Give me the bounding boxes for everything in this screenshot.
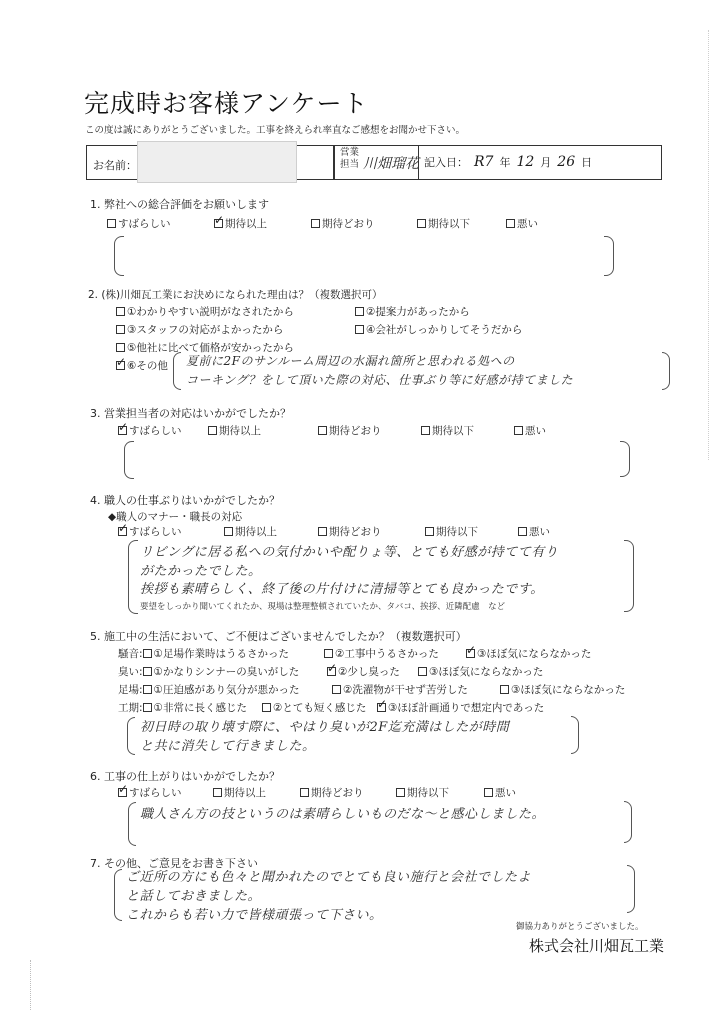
q6-option-above-expectation[interactable]: 期待以上 [213, 785, 266, 800]
checkbox-checked[interactable] [214, 219, 223, 228]
q5-smell-option-2[interactable]: ✓ ②少し臭った [327, 664, 400, 679]
year-unit: 年 [499, 156, 511, 169]
sales-rep-label: 営業担当 [340, 147, 360, 170]
q2-comment-line1: 夏前に2Fのサンルーム周辺の水漏れ箇所と思われる処への [186, 354, 515, 368]
checkbox[interactable] [506, 219, 515, 228]
q5-row-noise: 騒音: ①足場作業時はうるさかった [118, 648, 289, 660]
checkbox[interactable] [500, 685, 509, 694]
q4-option-excellent[interactable]: ✓すばらしい [118, 524, 182, 539]
q3-option-bad[interactable]: 悪い [514, 423, 546, 438]
checkbox-checked[interactable] [118, 426, 127, 435]
checkbox-checked[interactable] [377, 703, 386, 712]
page-title: 完成時お客様アンケート [84, 89, 369, 118]
q3-comment-bracket-right [620, 441, 630, 477]
q1-title: 1. 弊社への総合評価をお願いします [90, 198, 269, 211]
q1-comment-bracket-right [604, 236, 614, 276]
q3-comment-bracket-left [124, 441, 134, 479]
q5-comment-bracket-right [571, 716, 579, 754]
q3-title: 3. 営業担当者の対応はいかがでしたか？ [90, 407, 291, 420]
q4-title: 4. 職人の仕事ぶりはいかがでしたか？ [90, 494, 280, 507]
q2-option-4[interactable]: ④会社がしっかりしてそうだから [355, 322, 522, 337]
footer-thanks: 御協力ありがとうございました。 [516, 922, 644, 932]
q2-comment-bracket-left [173, 352, 181, 390]
checkbox[interactable] [143, 649, 152, 658]
checkbox[interactable] [484, 788, 493, 797]
entry-date-label: 記入日： [424, 156, 468, 169]
q3-option-below-expectation[interactable]: 期待以下 [421, 423, 474, 438]
day-unit: 日 [581, 156, 593, 169]
q5-scaffolding-option-3[interactable]: ③ほぼ気にならなかった [500, 682, 625, 697]
checkbox[interactable] [514, 426, 523, 435]
q5-comment-line2: と共に消失して行きました。 [140, 739, 316, 754]
q4-comment-bracket-right [624, 540, 634, 612]
q6-comment-bracket-left [128, 802, 136, 846]
q5-scaffolding-option-2[interactable]: ②洗濯物が干せず苦労した [332, 682, 468, 697]
q6-option-bad[interactable]: 悪い [484, 785, 516, 800]
q2-option-1[interactable]: ①わかりやすい説明がなされたから [116, 304, 294, 319]
entry-date-month: 12 [516, 154, 535, 170]
checkbox[interactable] [116, 325, 125, 334]
checkbox[interactable] [318, 426, 327, 435]
q4-option-above-expectation[interactable]: 期待以上 [224, 524, 277, 539]
checkbox[interactable] [425, 527, 434, 536]
q1-option-as-expected[interactable]: 期待どおり [311, 216, 375, 231]
checkbox-checked[interactable] [327, 667, 336, 676]
checkbox[interactable] [224, 527, 233, 536]
q6-title: 6. 工事の仕上がりはいかがでしたか？ [90, 770, 280, 783]
q5-duration-option-1[interactable]: ①非常に長く感じた [143, 702, 247, 714]
checkbox[interactable] [421, 426, 430, 435]
q5-duration-option-2[interactable]: ②とても短く感じた [262, 700, 366, 715]
q7-comment-line1: ご近所の方にも色々と聞かれたのでとても良い施行と会社でしたよ [126, 870, 532, 885]
q3-option-above-expectation[interactable]: 期待以上 [208, 423, 261, 438]
checkbox[interactable] [213, 788, 222, 797]
checkbox[interactable] [417, 219, 426, 228]
q1-option-bad[interactable]: 悪い [506, 216, 538, 231]
q6-option-excellent[interactable]: ✓すばらしい [118, 785, 182, 800]
q5-smell-option-3[interactable]: ③ほぼ気にならなかった [418, 664, 543, 679]
checkbox[interactable] [518, 527, 527, 536]
q4-option-as-expected[interactable]: 期待どおり [318, 524, 382, 539]
checkbox[interactable] [396, 788, 405, 797]
q5-noise-option-2[interactable]: ②工事中うるさかった [324, 646, 439, 661]
scan-edge-right [708, 30, 709, 460]
checkbox[interactable] [355, 307, 364, 316]
q7-comment-line3: これからも若い力で皆様頑張って下さい。 [126, 908, 383, 923]
q1-option-below-expectation[interactable]: 期待以下 [417, 216, 470, 231]
checkbox[interactable] [332, 685, 341, 694]
q4-option-below-expectation[interactable]: 期待以下 [425, 524, 478, 539]
q2-comment-bracket-right [662, 352, 670, 390]
q5-title: 5. 施工中の生活において、ご不便はございませんでしたか？（複数選択可） [90, 630, 467, 643]
checkbox-checked[interactable] [466, 649, 475, 658]
divider [418, 145, 419, 180]
q2-comment-line2: コーキング？をして頂いた際の対応、仕事ぶり等に好感が持てました [186, 373, 574, 387]
divider [333, 145, 335, 180]
redacted-customer-name [137, 141, 297, 183]
q7-comment-bracket-right [627, 865, 635, 913]
scan-edge-left [30, 960, 31, 1010]
q5-noise-option-1[interactable]: ①足場作業時はうるさかった [143, 648, 289, 660]
q3-option-as-expected[interactable]: 期待どおり [318, 423, 382, 438]
checkbox[interactable] [318, 527, 327, 536]
q1-option-excellent[interactable]: すばらしい [107, 216, 171, 231]
q2-option-5[interactable]: ⑤他社に比べて価格が安かったから [116, 340, 294, 355]
checkbox[interactable] [300, 788, 309, 797]
q2-option-6-other[interactable]: ✓⑥その他 [116, 358, 168, 373]
q3-option-excellent[interactable]: ✓すばらしい [118, 423, 182, 438]
page-subtitle: この度は誠にありがとうございました。工事を終えられ率直なご感想をお聞かせ下さい。 [85, 125, 466, 136]
checkbox[interactable] [418, 667, 427, 676]
q5-comment-line1: 初日時の取り壊す際に、やはり臭いが2F迄充満はしたが時間 [140, 720, 510, 735]
checkbox[interactable] [143, 667, 152, 676]
checkbox-checked[interactable] [116, 361, 125, 370]
checkbox-checked[interactable] [118, 527, 127, 536]
entry-date-day: 26 [557, 154, 576, 170]
q5-row-duration: 工期: ①非常に長く感じた [118, 702, 247, 714]
checkbox[interactable] [116, 307, 125, 316]
q4-hint: 要望をしっかり聞いてくれたか、現場は整理整頓されていたか、タバコ、挨拶、近隣配慮 など [140, 602, 506, 612]
q6-comment-bracket-right [624, 801, 632, 843]
q2-option-2[interactable]: ②提案力があったから [355, 304, 470, 319]
company-name: 株式会社川畑瓦工業 [529, 937, 665, 955]
q6-comment: 職人さん方の技というのは素晴らしいものだな〜と感心しました。 [140, 807, 546, 822]
month-unit: 月 [540, 156, 552, 169]
checkbox[interactable] [324, 649, 333, 658]
q5-noise-option-3[interactable]: ✓ ③ほぼ気にならなかった [466, 646, 591, 661]
q5-row-smell: 臭い: ①かなりシンナーの臭いがした [118, 666, 300, 678]
q5-scaffolding-option-1[interactable]: ①圧迫感があり気分が悪かった [143, 684, 300, 696]
q4-comment-line3: 挨拶も素晴らしく、終了後の片付けに清掃等とても良かったです。 [140, 582, 544, 597]
checkbox[interactable] [208, 426, 217, 435]
checkbox[interactable] [116, 343, 125, 352]
q6-option-below-expectation[interactable]: 期待以下 [396, 785, 449, 800]
q6-option-as-expected[interactable]: 期待どおり [300, 785, 364, 800]
q1-option-above-expectation[interactable]: ✓ 期待以上 [214, 216, 267, 231]
q7-comment-bracket-left [114, 869, 122, 921]
checkbox-checked[interactable] [118, 788, 127, 797]
checkbox[interactable] [143, 685, 152, 694]
q7-title: 7. その他、ご意見をお書き下さい [90, 857, 258, 870]
checkbox[interactable] [311, 219, 320, 228]
checkbox[interactable] [262, 703, 271, 712]
q5-smell-option-1[interactable]: ①かなりシンナーの臭いがした [143, 666, 300, 678]
q4-comment-bracket-left [128, 540, 138, 614]
q1-comment-bracket-left [114, 236, 124, 276]
q4-subtitle: ◆職人のマナー・職長の対応 [108, 511, 243, 523]
q5-comment-bracket-left [127, 717, 135, 755]
checkbox[interactable] [355, 325, 364, 334]
q2-option-3[interactable]: ③スタッフの対応がよかったから [116, 322, 283, 337]
q7-comment-line2: と話しておきました。 [126, 889, 262, 904]
q2-title: 2. (株)川畑瓦工業にお決めになられた理由は？（複数選択可） [88, 289, 383, 301]
q4-comment-line1: リビングに居る私への気付かいや配りょ等、とても好感が持てて有り [140, 545, 559, 560]
checkbox[interactable] [143, 703, 152, 712]
q5-duration-option-3[interactable]: ✓ ③ほぼ計画通りで想定内であった [377, 700, 544, 715]
q4-option-bad[interactable]: 悪い [518, 524, 550, 539]
sales-rep-name: 川畑瑠花 [363, 156, 419, 172]
q5-row-scaffolding: 足場: ①圧迫感があり気分が悪かった [118, 684, 300, 696]
entry-date-era-year: R7 [474, 154, 494, 170]
q4-comment-line2: がたかったでした。 [140, 564, 262, 579]
checkbox[interactable] [107, 219, 116, 228]
customer-name-label: お名前： [93, 159, 137, 172]
entry-date [424, 154, 592, 170]
